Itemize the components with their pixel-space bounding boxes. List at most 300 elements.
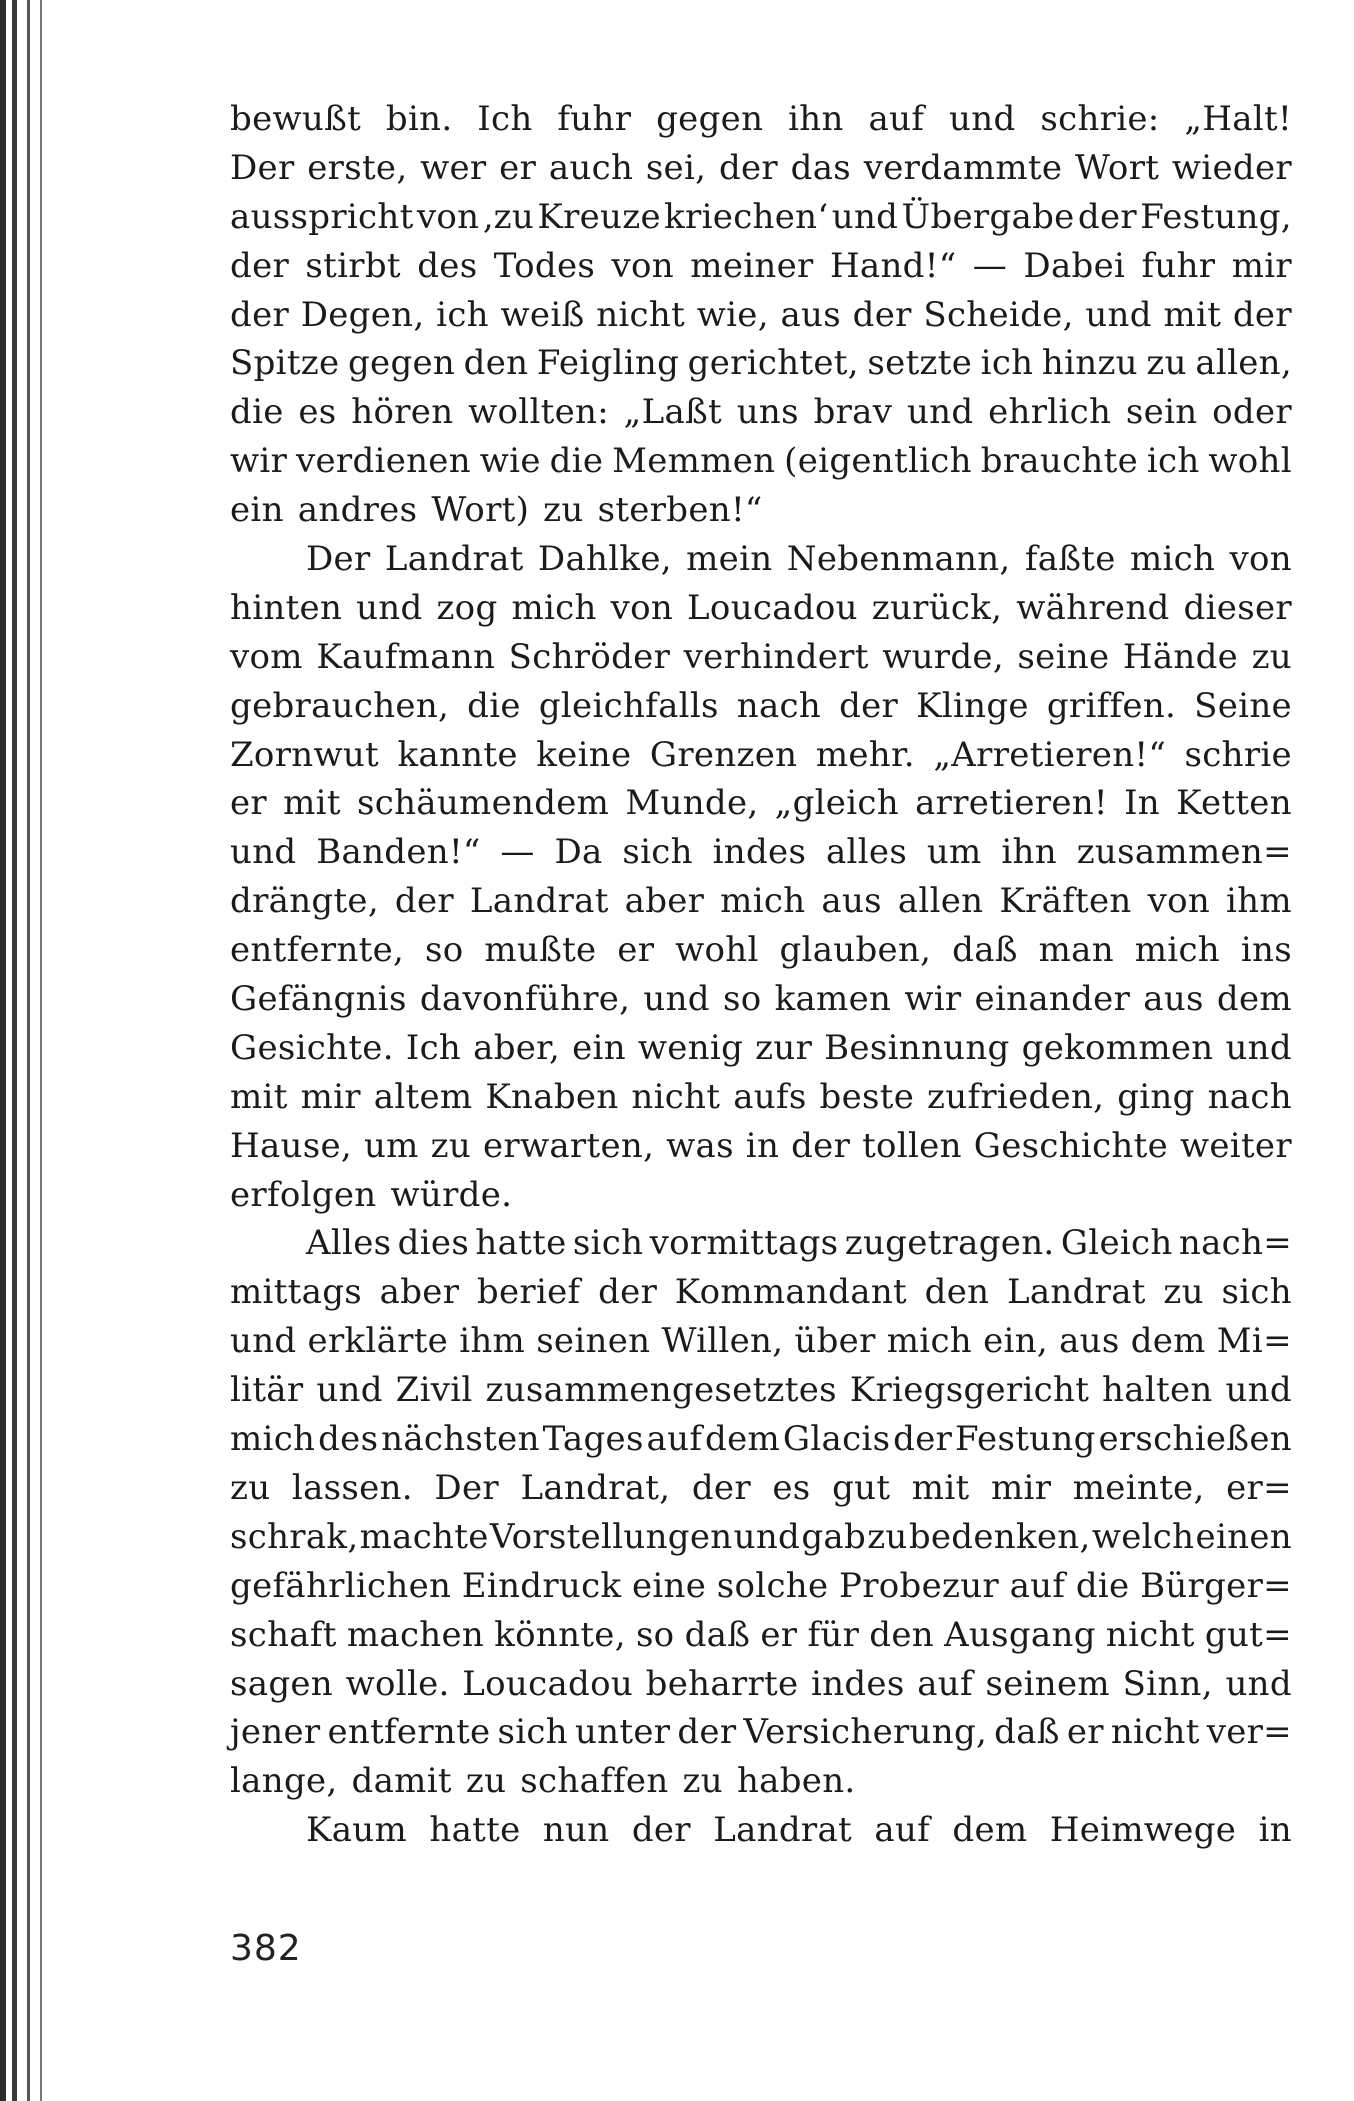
word: Probezur bbox=[839, 1565, 999, 1606]
word: fuhr bbox=[557, 99, 632, 139]
word: auf bbox=[646, 1419, 703, 1460]
word: Versicherung, bbox=[743, 1712, 988, 1753]
word: würde. bbox=[390, 1174, 513, 1215]
text-line bbox=[230, 388, 1292, 437]
word: mich bbox=[511, 587, 597, 628]
word: Besinnung bbox=[824, 1027, 1010, 1068]
word: meiner bbox=[690, 245, 814, 286]
word: Nebenmann, bbox=[786, 539, 1011, 580]
word: er bbox=[1066, 1712, 1104, 1753]
word: allen bbox=[897, 881, 984, 922]
word: weiß bbox=[500, 294, 585, 335]
word: Banden!“ bbox=[316, 832, 481, 873]
word: in bbox=[745, 1125, 780, 1166]
word: hinten bbox=[230, 587, 343, 628]
word: mußte bbox=[484, 930, 597, 971]
word: ihn bbox=[788, 99, 844, 139]
word: Memmen bbox=[612, 441, 776, 482]
word: Festung, bbox=[1140, 196, 1292, 237]
word: — bbox=[972, 245, 1008, 286]
word: und bbox=[1225, 1663, 1292, 1704]
text-line bbox=[230, 1611, 1292, 1660]
word: in bbox=[1258, 1810, 1292, 1851]
word: gefährlichen bbox=[230, 1565, 452, 1606]
word: mir bbox=[990, 1467, 1052, 1508]
word: „Laßt bbox=[623, 392, 722, 433]
text-line bbox=[230, 437, 1292, 486]
word: nicht bbox=[1110, 1712, 1200, 1753]
word: machen bbox=[346, 1614, 485, 1655]
word: glauben, bbox=[779, 930, 932, 971]
word: ihm bbox=[1225, 881, 1292, 922]
word: nach= bbox=[1178, 1223, 1292, 1264]
text-line bbox=[230, 1757, 1292, 1806]
word: der bbox=[852, 294, 912, 335]
word: Vorstellungen bbox=[489, 1516, 733, 1557]
word: (eigentlich bbox=[784, 441, 972, 482]
word: Schröder bbox=[508, 636, 671, 677]
word: „Halt! bbox=[1184, 99, 1292, 139]
word: Übergabe bbox=[901, 196, 1075, 237]
word: der bbox=[598, 1272, 658, 1313]
word: mich bbox=[720, 881, 806, 922]
word: erschießen bbox=[1098, 1419, 1292, 1460]
word: den bbox=[869, 1614, 934, 1655]
text-line bbox=[230, 1708, 1292, 1757]
word: schäumendem bbox=[356, 783, 610, 824]
word: und bbox=[733, 1516, 801, 1557]
word: aber, bbox=[473, 1027, 561, 1068]
word: zu bbox=[1146, 343, 1187, 384]
text-line bbox=[230, 1219, 1292, 1268]
text-line bbox=[230, 926, 1292, 975]
word: weiter bbox=[1179, 1125, 1292, 1166]
word: man bbox=[1038, 930, 1114, 971]
word: stirbt bbox=[305, 245, 401, 286]
word: unter bbox=[574, 1712, 671, 1753]
word: die bbox=[230, 392, 284, 433]
word: zu bbox=[543, 490, 584, 531]
text-line bbox=[230, 486, 1292, 535]
word: und bbox=[356, 587, 423, 628]
word: sich bbox=[497, 1712, 568, 1753]
text-line bbox=[230, 1024, 1292, 1073]
word: was bbox=[666, 1125, 734, 1166]
word: erste, bbox=[307, 147, 408, 188]
word: das bbox=[790, 147, 852, 188]
word: dem bbox=[952, 1810, 1028, 1851]
word: hinzu bbox=[1041, 343, 1138, 384]
word: auf bbox=[917, 1663, 973, 1704]
word: Grenzen bbox=[649, 734, 798, 775]
word: auch bbox=[548, 147, 634, 188]
word: einander bbox=[974, 979, 1131, 1020]
word: der bbox=[1232, 294, 1292, 335]
word: Der bbox=[306, 539, 371, 580]
word: Festung bbox=[955, 1419, 1096, 1460]
word: mein bbox=[686, 539, 773, 580]
word: Landrat bbox=[1006, 1272, 1146, 1313]
word: Da bbox=[554, 832, 603, 873]
word: oder bbox=[1212, 392, 1292, 433]
word: Klinge bbox=[916, 685, 1029, 726]
word: vom bbox=[230, 636, 303, 677]
word: von bbox=[610, 587, 674, 628]
word: seinen bbox=[536, 1321, 651, 1362]
word: Kreuze bbox=[537, 196, 661, 237]
book-binding-edge bbox=[0, 0, 52, 2101]
word: Wort) bbox=[431, 490, 530, 531]
word: Feigling bbox=[536, 343, 680, 384]
word: ‚zu bbox=[482, 196, 535, 237]
word: zu bbox=[1251, 636, 1292, 677]
word: so bbox=[722, 979, 762, 1020]
word: nach bbox=[736, 685, 822, 726]
word: und bbox=[643, 979, 710, 1020]
word: — bbox=[500, 832, 535, 873]
text-line bbox=[230, 828, 1292, 877]
word: Ich bbox=[477, 99, 533, 139]
word: hören bbox=[351, 392, 454, 433]
word: der bbox=[394, 881, 454, 922]
word: so bbox=[635, 1614, 675, 1655]
word: und bbox=[1085, 294, 1152, 335]
word: sich bbox=[572, 1223, 644, 1264]
word: nicht bbox=[596, 294, 686, 335]
word: Kräften bbox=[999, 881, 1132, 922]
word: Zivil bbox=[395, 1370, 473, 1411]
word: Der bbox=[230, 147, 295, 188]
word: faßte bbox=[1024, 539, 1116, 580]
word: zu bbox=[867, 1516, 908, 1557]
word: mich bbox=[886, 1321, 973, 1362]
word: einen bbox=[1195, 1516, 1292, 1557]
word: dies bbox=[397, 1223, 470, 1264]
word: kamen bbox=[774, 979, 892, 1020]
word: Der bbox=[434, 1467, 499, 1508]
word: bewußt bbox=[230, 99, 362, 139]
word: andres bbox=[297, 490, 418, 531]
text-line bbox=[230, 95, 1292, 144]
text-line bbox=[230, 1317, 1292, 1366]
word: zog bbox=[436, 587, 498, 628]
word: mit bbox=[230, 1076, 288, 1117]
word: zu bbox=[682, 1761, 723, 1802]
word: Hause, bbox=[230, 1125, 352, 1166]
word: gleichfalls bbox=[538, 685, 719, 726]
word: indes bbox=[811, 1663, 905, 1704]
word: von bbox=[416, 196, 480, 237]
word: Loucadou bbox=[462, 1663, 634, 1704]
word: nächsten bbox=[381, 1419, 540, 1460]
word: ausspricht bbox=[230, 196, 414, 237]
word: dem bbox=[1130, 1321, 1206, 1362]
word: von bbox=[611, 245, 674, 286]
word: Wort bbox=[1074, 147, 1160, 188]
word: lassen. bbox=[291, 1467, 413, 1508]
word: Loucadou bbox=[687, 587, 858, 628]
word: zusammengesetztes bbox=[485, 1370, 837, 1411]
word: bedenken, bbox=[908, 1516, 1091, 1557]
word: mittags bbox=[230, 1272, 363, 1313]
word: „Arretieren!“ bbox=[933, 734, 1167, 775]
word: Glacis bbox=[782, 1419, 891, 1460]
word: aus bbox=[1143, 979, 1204, 1020]
text-line bbox=[230, 1464, 1292, 1513]
word: es bbox=[772, 1467, 811, 1508]
text-line bbox=[230, 633, 1292, 682]
word: Knaben bbox=[485, 1076, 619, 1117]
word: Gefängnis bbox=[230, 979, 407, 1020]
word: drängte, bbox=[230, 881, 379, 922]
word: der bbox=[230, 245, 290, 286]
word: auf bbox=[1009, 1565, 1066, 1606]
word: und bbox=[1225, 1027, 1292, 1068]
word: wie bbox=[479, 441, 541, 482]
word: ihn bbox=[1001, 832, 1057, 873]
word: Alles bbox=[306, 1223, 392, 1264]
word: setzte bbox=[867, 343, 973, 384]
word: Kriegsgericht bbox=[849, 1370, 1090, 1411]
word: und bbox=[949, 99, 1016, 139]
word: so bbox=[424, 930, 464, 971]
word: berief bbox=[476, 1272, 581, 1313]
word: der bbox=[791, 1125, 851, 1166]
word: Scheide, bbox=[923, 294, 1074, 335]
word: beharrte bbox=[645, 1663, 799, 1704]
word: sagen bbox=[230, 1663, 334, 1704]
word: auf bbox=[874, 1810, 931, 1851]
word: wohl bbox=[1208, 441, 1292, 482]
word: welch bbox=[1091, 1516, 1195, 1557]
word: zusammen= bbox=[1076, 832, 1292, 873]
word: wir bbox=[904, 979, 962, 1020]
word: für bbox=[807, 1614, 860, 1655]
word: vormittags bbox=[649, 1223, 839, 1264]
word: jener bbox=[230, 1712, 321, 1753]
word: zufrieden, bbox=[927, 1076, 1105, 1117]
word: ich bbox=[980, 343, 1034, 384]
word: mir bbox=[1231, 245, 1292, 286]
word: mich bbox=[230, 1419, 316, 1460]
word: daß bbox=[952, 930, 1018, 971]
text-line bbox=[230, 242, 1292, 291]
word: gerichtet, bbox=[687, 343, 859, 384]
word: kannte bbox=[397, 734, 518, 775]
word: mehr. bbox=[815, 734, 915, 775]
word: daß bbox=[994, 1712, 1060, 1753]
word: hatte bbox=[429, 1810, 521, 1851]
text-line bbox=[230, 1268, 1292, 1317]
word: zu bbox=[230, 1467, 271, 1508]
word: erklärte bbox=[307, 1321, 449, 1362]
word: seine bbox=[1017, 636, 1110, 677]
word: Hand!“ bbox=[829, 245, 957, 286]
word: Bürger= bbox=[1140, 1565, 1292, 1606]
word: eine bbox=[631, 1565, 707, 1606]
word: lange, bbox=[230, 1761, 338, 1802]
word: nach bbox=[1207, 1076, 1292, 1117]
word: mit bbox=[1163, 294, 1222, 335]
text-line bbox=[230, 584, 1292, 633]
word: ich bbox=[1146, 441, 1200, 482]
word: die bbox=[549, 441, 604, 482]
word: schaffen bbox=[520, 1761, 669, 1802]
word: verhindert bbox=[683, 636, 869, 677]
word: schrie: bbox=[1040, 99, 1160, 139]
word: zurück, bbox=[871, 587, 1003, 628]
text-line bbox=[230, 1366, 1292, 1415]
word: mich bbox=[1134, 930, 1221, 971]
word: wir bbox=[230, 441, 288, 482]
word: Landrat bbox=[469, 881, 609, 922]
word: daß bbox=[684, 1614, 751, 1655]
word: schrak, bbox=[230, 1516, 359, 1557]
word: Kaum bbox=[306, 1810, 408, 1851]
word: sein bbox=[1125, 392, 1198, 433]
word: den bbox=[463, 343, 529, 384]
word: Dabei bbox=[1023, 245, 1126, 286]
text-line bbox=[230, 339, 1292, 388]
word: Ich bbox=[405, 1027, 462, 1068]
word: erwarten, bbox=[482, 1125, 655, 1166]
word: verdienen bbox=[295, 441, 471, 482]
text-line bbox=[230, 731, 1292, 780]
text-line bbox=[230, 1171, 1292, 1220]
word: Spitze bbox=[230, 343, 340, 384]
word: er bbox=[230, 783, 267, 824]
word: gebrauchen, bbox=[230, 685, 450, 726]
word: gab bbox=[801, 1516, 867, 1557]
word: und bbox=[316, 1370, 383, 1411]
word: seinem bbox=[985, 1663, 1110, 1704]
word: sterben!“ bbox=[597, 490, 763, 531]
word: und bbox=[906, 392, 974, 433]
word: wolle. bbox=[345, 1663, 450, 1704]
word: sich bbox=[1221, 1272, 1292, 1313]
word: In bbox=[1124, 783, 1160, 824]
text-line bbox=[230, 1562, 1292, 1611]
word: zu bbox=[1163, 1272, 1204, 1313]
word: Kaufmann bbox=[316, 636, 496, 677]
word: Geschichte bbox=[973, 1125, 1169, 1166]
word: dem bbox=[1216, 979, 1292, 1020]
word: bin. bbox=[385, 99, 453, 139]
word: Degen, bbox=[300, 294, 425, 335]
word: Seine bbox=[1194, 685, 1292, 726]
word: die bbox=[1075, 1565, 1130, 1606]
word: wollten: bbox=[468, 392, 609, 433]
word: nicht bbox=[1105, 1614, 1195, 1655]
word: mit bbox=[911, 1467, 970, 1508]
word: der bbox=[839, 685, 899, 726]
word: machte bbox=[359, 1516, 489, 1557]
word: gegen bbox=[656, 99, 764, 139]
word: wer bbox=[420, 147, 487, 188]
word: ein, bbox=[983, 1321, 1048, 1362]
word: ich bbox=[436, 294, 489, 335]
word: fuhr bbox=[1141, 245, 1216, 286]
word: ging bbox=[1117, 1076, 1195, 1117]
word: litär bbox=[230, 1370, 304, 1411]
word: allen, bbox=[1195, 343, 1292, 384]
page-text-block bbox=[230, 95, 1292, 1855]
text-line bbox=[230, 144, 1292, 193]
word: sei, bbox=[645, 147, 707, 188]
text-line bbox=[230, 1073, 1292, 1122]
word: um bbox=[363, 1125, 419, 1166]
word: mich bbox=[1129, 539, 1216, 580]
word: der bbox=[631, 1810, 691, 1851]
word: und bbox=[1225, 1370, 1292, 1411]
text-line bbox=[230, 1122, 1292, 1171]
word: nicht bbox=[631, 1076, 721, 1117]
word: gut bbox=[832, 1467, 891, 1508]
word: Sinn, bbox=[1122, 1663, 1213, 1704]
word: und bbox=[230, 832, 297, 873]
word: uns bbox=[736, 392, 799, 433]
word: nun bbox=[542, 1810, 610, 1851]
word: solche bbox=[716, 1565, 829, 1606]
word: aber bbox=[379, 1272, 460, 1313]
word: er bbox=[617, 930, 655, 971]
text-line bbox=[230, 535, 1292, 584]
word: kriechen‘ bbox=[664, 196, 829, 237]
word: schrie bbox=[1184, 734, 1292, 775]
word: der bbox=[677, 1712, 737, 1753]
text-line bbox=[230, 1806, 1292, 1855]
word: zu bbox=[465, 1761, 507, 1802]
word: auf bbox=[868, 99, 925, 139]
word: tollen bbox=[862, 1125, 962, 1166]
word: die bbox=[467, 685, 521, 726]
word: der bbox=[893, 1419, 953, 1460]
word: aus bbox=[1059, 1321, 1120, 1362]
word: altem bbox=[373, 1076, 473, 1117]
word: „gleich bbox=[774, 783, 899, 824]
word: um bbox=[926, 832, 982, 873]
word: Tages bbox=[542, 1419, 644, 1460]
word: hatte bbox=[475, 1223, 567, 1264]
word: Mi= bbox=[1216, 1321, 1292, 1362]
text-line bbox=[230, 1660, 1292, 1709]
word: brav bbox=[813, 392, 893, 433]
word: er bbox=[499, 147, 537, 188]
page-number: 382 bbox=[230, 1928, 302, 1969]
word: Hände bbox=[1122, 636, 1239, 677]
word: ins bbox=[1240, 930, 1292, 971]
word: wie, bbox=[696, 294, 769, 335]
word: den bbox=[924, 1272, 990, 1313]
word: Willen, bbox=[661, 1321, 784, 1362]
word: entfernte bbox=[327, 1712, 491, 1753]
word: schaft bbox=[230, 1614, 337, 1655]
word: halten bbox=[1102, 1370, 1213, 1411]
word: aber bbox=[624, 881, 705, 922]
word: dieser bbox=[1183, 587, 1292, 628]
word: wohl bbox=[675, 930, 759, 971]
word: ein bbox=[572, 1027, 626, 1068]
word: Ketten bbox=[1176, 783, 1292, 824]
word: Zornwut bbox=[230, 734, 380, 775]
word: verdammte bbox=[863, 147, 1063, 188]
word: Gleich bbox=[1060, 1223, 1173, 1264]
word: indes bbox=[712, 832, 807, 873]
word: mit bbox=[283, 783, 341, 824]
word: aus bbox=[780, 294, 842, 335]
word: über bbox=[794, 1321, 876, 1362]
word: mir bbox=[300, 1076, 361, 1117]
